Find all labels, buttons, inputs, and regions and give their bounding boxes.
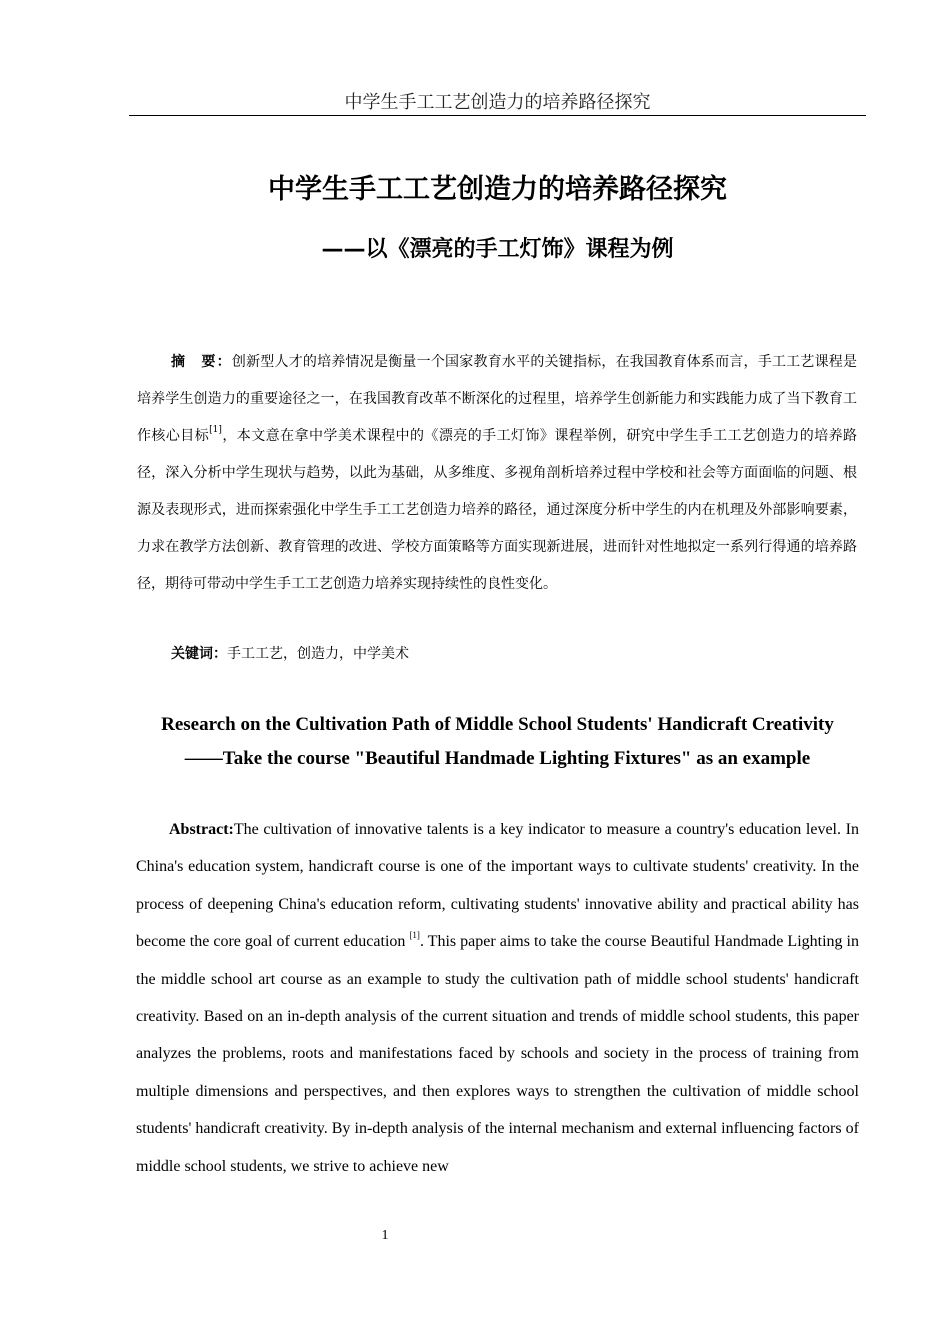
- english-abstract-citation: [1]: [409, 929, 420, 940]
- chinese-abstract: [137, 344, 857, 603]
- chinese-subtitle: ——以《漂亮的手工灯饰》课程为例: [321, 237, 674, 262]
- english-abstract-label: Abstract:: [169, 821, 234, 838]
- header-divider: [129, 115, 866, 116]
- chinese-abstract-text-part1: 创新型人才的培养情况是衡量一个国家教育水平的关键指标，在我国教育体系而言，手工工艺课程是培养学生创造力的重要途径之一，在我国教育改革不断深化的过程里，培养学生创新能力和实践能力成了当下教育工作核心目标: [137, 354, 858, 444]
- english-abstract: [136, 811, 859, 1185]
- chinese-abstract-label: 摘 要：: [171, 354, 232, 370]
- english-abstract-text-part1: The cultivation of innovative talents is a key indicator to measure a country's education level. In China's education system, handicraft course is one of the important ways to cultivate students' creativity. In the process of deepening China's education reform, cultivating students' innovative ability and practical ability has become the core goal of current education: [136, 821, 859, 951]
- chinese-keywords-text: 手工工艺，创造力，中学美术: [227, 646, 409, 662]
- page-number: 1: [381, 1228, 389, 1243]
- chinese-abstract-citation: [1]: [209, 425, 222, 436]
- chinese-title: 中学生手工工艺创造力的培养路径探究: [268, 174, 727, 205]
- chinese-keywords-label: 关键词：: [171, 646, 227, 662]
- running-header: 中学生手工工艺创造力的培养路径探究: [344, 92, 651, 113]
- english-abstract-text-part2: . This paper aims to take the course Beautiful Handmade Lighting in the middle school art course as an example to study the cultivation path of middle school students' handicraft creativity. Based on an in-depth analysis of the current situation and trends of middle school students, this paper analyzes the problems, roots and manifestations faced by schools and society in the process of training from multiple dimensions and perspectives, and then explores ways to strengthen the cultivation of middle school students' handicraft creativity. By in-depth analysis of the internal mechanism and external influencing factors of middle school students, we strive to achieve new: [136, 933, 860, 1175]
- english-title: Research on the Cultivation Path of Middle School Students' Handicraft Creativity: [161, 714, 834, 735]
- english-subtitle: ——Take the course "Beautiful Handmade Lighting Fixtures" as an example: [184, 748, 811, 769]
- chinese-abstract-text-part2: ，本文意在拿中学美术课程中的《漂亮的手工灯饰》课程举例，研究中学生手工工艺创造力的培养路径，深入分析中学生现状与趋势，以此为基础，从多维度、多视角剖析培养过程中学校和社会等方面面临的问题、根源及表现形式，进而探索强化中学生手工工艺创造力培养的路径，通过深度分析中学生的内在机理及外部影响要素，力求在教学方法创新、教育管理的改进、学校方面策略等方面实现新进展，进而针对性地拟定一系列行得通的培养路径，期待可带动中学生手工工艺创造力培养实现持续性的良性变化。: [137, 428, 858, 592]
- chinese-keywords: [137, 640, 857, 668]
